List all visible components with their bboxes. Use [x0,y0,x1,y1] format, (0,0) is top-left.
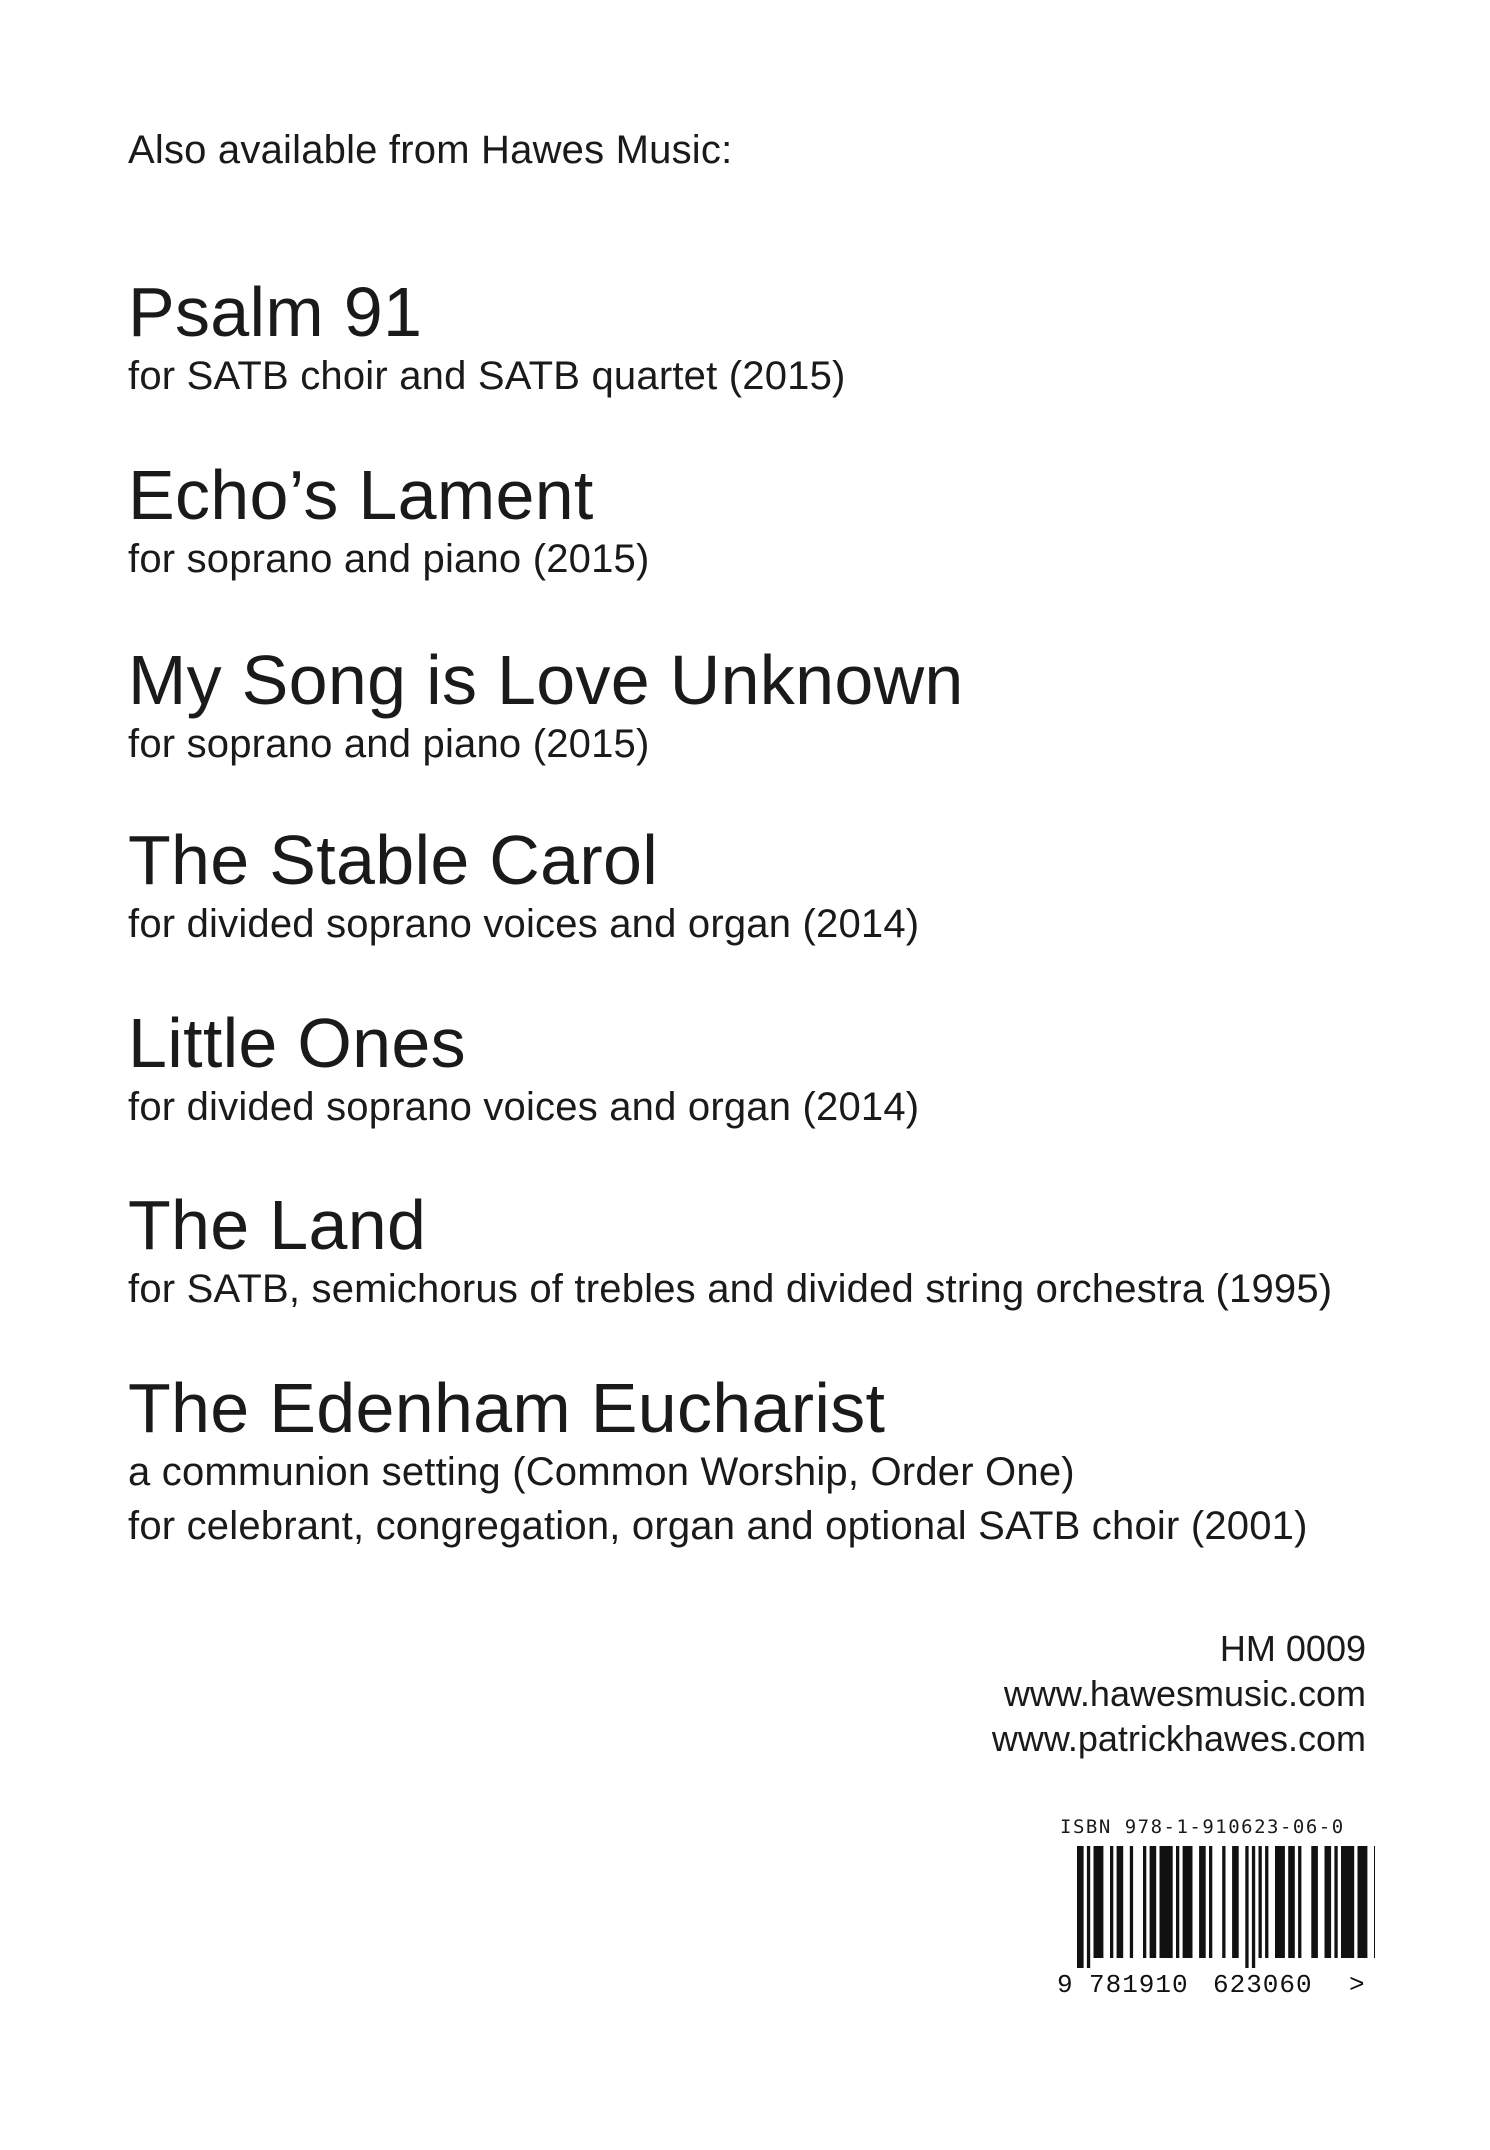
barcode-bar [1325,1846,1332,1958]
work-title: Psalm 91 [128,273,423,351]
work-item [128,1185,1332,1315]
work-description: for soprano and piano (2015) [128,537,650,581]
barcode-bar [1087,1846,1090,1968]
isbn-label: ISBN 978-1-910623-06-0 [1060,1816,1345,1838]
work-item [128,1003,919,1133]
barcode-bar [1265,1846,1268,1958]
work-item [128,455,650,585]
work-title: The Stable Carol [128,821,659,899]
barcode-bar [1222,1846,1225,1958]
barcode-bar [1275,1846,1285,1958]
barcode-bar [1252,1846,1255,1968]
intro-heading: Also available from Hawes Music: [128,128,733,172]
barcode-bar [1117,1846,1124,1958]
barcode-bar [1341,1846,1354,1958]
work-item [128,640,964,770]
barcode-bar [1143,1846,1146,1958]
catalogue-number: HM 0009 [1219,1628,1366,1669]
barcode-bar [1209,1846,1212,1958]
work-description: for divided soprano voices and organ (2014) [128,1085,920,1129]
work-item [128,820,919,950]
barcode-bar [1298,1846,1301,1958]
work-item [128,1368,1308,1552]
barcode-bar [1259,1846,1262,1958]
barcode-bar [1094,1846,1104,1958]
work-title: My Song is Love Unknown [128,641,964,719]
work-title: Little Ones [128,1004,466,1082]
barcode-bar [1334,1846,1337,1958]
website-link[interactable]: www.hawesmusic.com [1003,1673,1366,1714]
barcode-bar [1183,1846,1193,1958]
website-link[interactable]: www.patrickhawes.com [991,1718,1366,1759]
barcode-bar [1311,1846,1318,1958]
barcode-bar [1077,1846,1084,1968]
work-title: The Land [128,1186,427,1264]
barcode-digit-group: 781910 [1089,1970,1189,1996]
publisher-contact [992,1626,1366,1761]
barcode-bar [1232,1846,1239,1958]
isbn-barcode [1055,1816,1375,1996]
work-description: for soprano and piano (2015) [128,722,650,766]
barcode-bar [1110,1846,1113,1958]
barcode-digit: 9 [1057,1970,1073,1996]
work-description: for divided soprano voices and organ (2014) [128,902,920,946]
barcode-digit-group: 623060 [1213,1970,1313,1996]
work-description: a communion setting (Common Worship, Order One) [128,1450,1075,1494]
barcode-bar [1288,1846,1295,1958]
barcode-bar [1150,1846,1157,1958]
barcode-bar [1160,1846,1173,1958]
work-title: The Edenham Eucharist [128,1369,886,1447]
work-description: for celebrant, congregation, organ and optional SATB choir (2001) [128,1504,1308,1548]
work-title: Echo’s Lament [128,456,594,534]
barcode-bar [1374,1846,1375,1958]
barcode-end-mark: > [1349,1970,1365,1996]
barcode-bar [1199,1846,1206,1958]
barcode-bar [1245,1846,1248,1968]
work-description: for SATB choir and SATB quartet (2015) [128,354,846,398]
barcode-bar [1130,1846,1133,1958]
work-item [128,272,846,402]
barcode-bar [1176,1846,1179,1958]
barcode-icon [1055,1846,1375,1996]
barcode-bar [1358,1846,1368,1958]
work-description: for SATB, semichorus of trebles and divided string orchestra (1995) [128,1267,1333,1311]
